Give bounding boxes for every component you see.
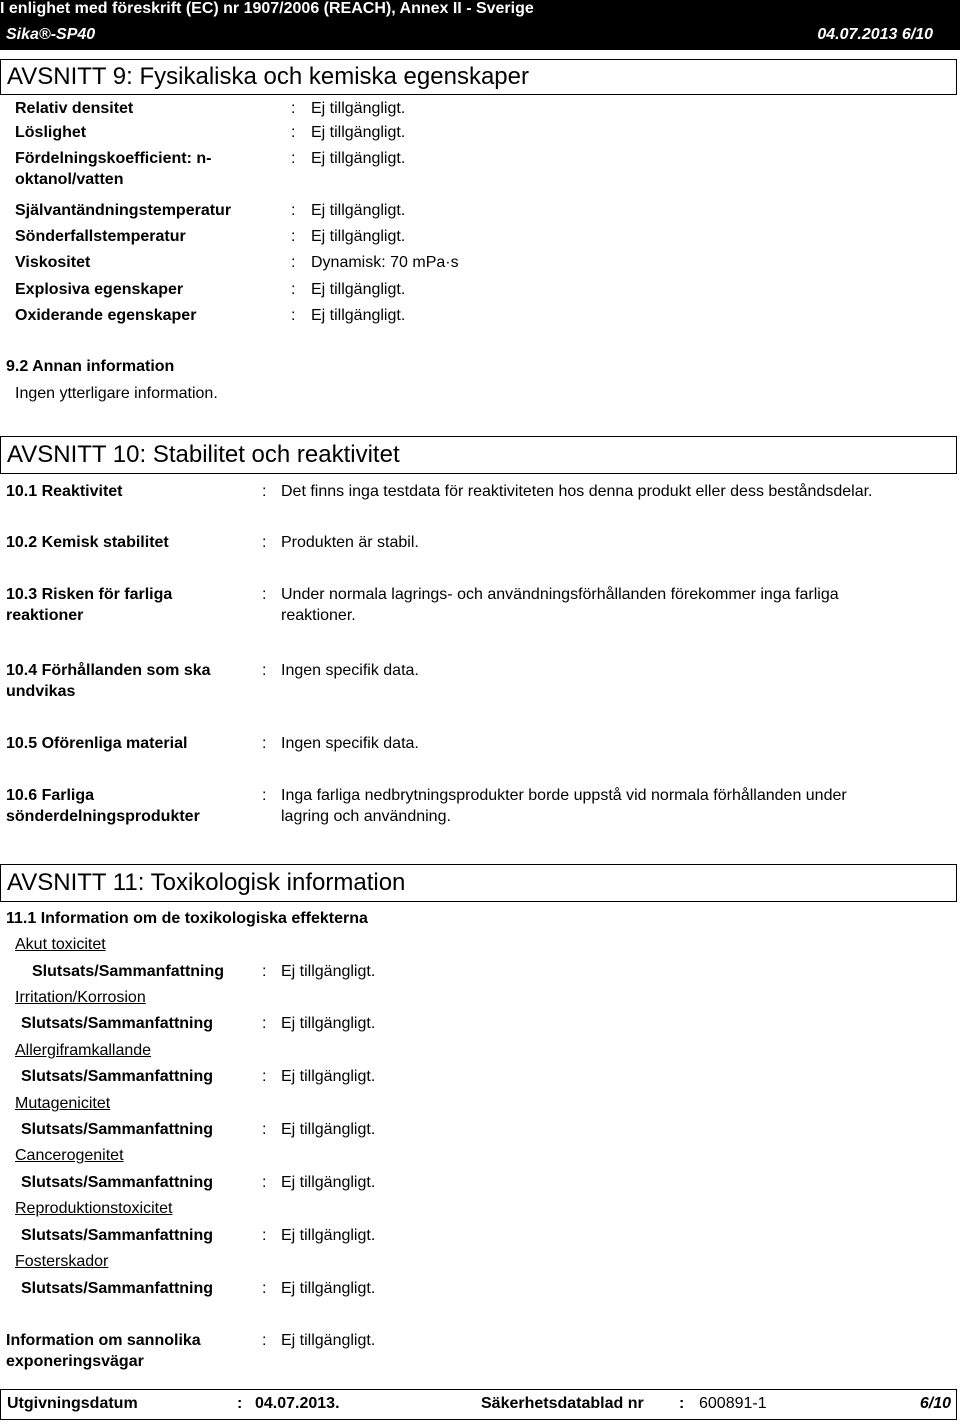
colon: : [262, 662, 267, 679]
colon: : [262, 534, 267, 551]
footer [0, 1389, 957, 1420]
colon: : [262, 483, 267, 500]
colon: : [262, 1332, 267, 1349]
section-11-title: AVSNITT 11: Toxikologisk information [7, 869, 406, 896]
colon: : [262, 1174, 267, 1191]
item-label: 10.5 Oförenliga material [6, 735, 188, 752]
tox-heading: Cancerogenitet [15, 1147, 124, 1164]
section-10-title: AVSNITT 10: Stabilitet och reaktivitet [7, 441, 400, 468]
summary-value: Ej tillgängligt. [281, 1280, 376, 1297]
colon: : [291, 307, 296, 324]
tox-heading: Akut toxicitet [15, 936, 106, 953]
item-value: Inga farliga nedbrytningsprodukter borde uppstå vid normala förhållanden under [281, 787, 847, 804]
colon: : [679, 1395, 685, 1412]
footer-page-number: 6/10 [919, 1395, 951, 1412]
colon: : [262, 586, 267, 603]
exposure-label: Information om sannolika [6, 1332, 201, 1349]
prop-value: Ej tillgängligt. [311, 150, 406, 167]
colon: : [262, 1068, 267, 1085]
prop-label: Relativ densitet [15, 100, 134, 117]
prop-label: Explosiva egenskaper [15, 281, 184, 298]
section-10-title-box [0, 436, 957, 474]
colon: : [262, 1015, 267, 1032]
subsection-heading: 9.2 Annan information [6, 358, 175, 375]
other-info-text: Ingen ytterligare information. [15, 385, 218, 402]
prop-label: Löslighet [15, 124, 87, 141]
item-label: 10.2 Kemisk stabilitet [6, 534, 169, 551]
issue-date-label: Utgivningsdatum [7, 1395, 138, 1412]
prop-label: Oxiderande egenskaper [15, 307, 197, 324]
summary-value: Ej tillgängligt. [281, 1121, 376, 1138]
colon: : [291, 100, 296, 117]
prop-value: Ej tillgängligt. [311, 228, 406, 245]
date-page: 04.07.2013 6/10 [817, 26, 933, 43]
subsection-heading: 11.1 Information om de toxikologiska effekterna [6, 910, 368, 927]
sds-number-value: 600891-1 [699, 1395, 767, 1412]
summary-label: Slutsats/Sammanfattning [21, 1227, 214, 1244]
item-label: 10.4 Förhållanden som ska [6, 662, 211, 679]
tox-heading: Reproduktionstoxicitet [15, 1200, 173, 1217]
sds-number-label: Säkerhetsdatablad nr [481, 1395, 644, 1412]
summary-label: Slutsats/Sammanfattning [21, 1174, 214, 1191]
prop-label: Sönderfallstemperatur [15, 228, 186, 245]
summary-value: Ej tillgängligt. [281, 963, 376, 980]
colon: : [291, 228, 296, 245]
colon: : [262, 787, 267, 804]
prop-label: Självantändningstemperatur [15, 202, 232, 219]
summary-value: Ej tillgängligt. [281, 1068, 376, 1085]
product-name: Sika®-SP40 [6, 26, 96, 43]
item-value-cont: lagring och användning. [281, 808, 451, 825]
colon: : [262, 735, 267, 752]
item-value-cont: reaktioner. [281, 607, 356, 624]
item-label: 10.3 Risken för farliga [6, 586, 173, 603]
summary-value: Ej tillgängligt. [281, 1174, 376, 1191]
summary-label: Slutsats/Sammanfattning [21, 1068, 214, 1085]
summary-label: Slutsats/Sammanfattning [32, 963, 225, 980]
summary-value: Ej tillgängligt. [281, 1015, 376, 1032]
tox-heading: Allergiframkallande [15, 1042, 152, 1059]
colon: : [291, 124, 296, 141]
item-value: Ingen specifik data. [281, 735, 419, 752]
colon: : [291, 281, 296, 298]
item-label-cont: reaktioner [6, 607, 84, 624]
prop-value: Ej tillgängligt. [311, 124, 406, 141]
tox-heading: Fosterskador [15, 1253, 109, 1270]
item-label: 10.1 Reaktivitet [6, 483, 123, 500]
colon: : [291, 150, 296, 167]
item-value: Under normala lagrings- och användningsförhållanden förekommer inga farliga [281, 586, 839, 603]
item-label-cont: undvikas [6, 683, 76, 700]
regulation-title: I enlighet med föreskrift (EC) nr 1907/2006 (REACH), Annex II - Sverige [0, 0, 534, 17]
colon: : [262, 1280, 267, 1297]
item-label: 10.6 Farliga [6, 787, 95, 804]
colon: : [291, 254, 296, 271]
item-value: Produkten är stabil. [281, 534, 419, 551]
issue-date-value: 04.07.2013. [255, 1395, 340, 1412]
prop-label-cont: oktanol/vatten [15, 171, 124, 188]
prop-value: Ej tillgängligt. [311, 281, 406, 298]
prop-label: Fördelningskoefficient: n- [15, 150, 212, 167]
prop-value: Dynamisk: 70 mPa·s [311, 254, 459, 271]
item-label-cont: sönderdelningsprodukter [6, 808, 200, 825]
prop-value: Ej tillgängligt. [311, 100, 406, 117]
summary-value: Ej tillgängligt. [281, 1227, 376, 1244]
prop-value: Ej tillgängligt. [311, 307, 406, 324]
section-9-title: AVSNITT 9: Fysikaliska och kemiska egenskaper [7, 63, 529, 90]
colon: : [262, 1121, 267, 1138]
item-value: Det finns inga testdata för reaktiviteten hos denna produkt eller dess beståndsdelar. [281, 483, 873, 500]
section-11-title-box [0, 864, 957, 902]
colon: : [262, 963, 267, 980]
prop-label: Viskositet [15, 254, 91, 271]
tox-heading: Mutagenicitet [15, 1095, 111, 1112]
exposure-label-cont: exponeringsvägar [6, 1353, 144, 1370]
colon: : [262, 1227, 267, 1244]
exposure-value: Ej tillgängligt. [281, 1332, 376, 1349]
summary-label: Slutsats/Sammanfattning [21, 1015, 214, 1032]
header-band [0, 0, 960, 50]
item-value: Ingen specifik data. [281, 662, 419, 679]
prop-value: Ej tillgängligt. [311, 202, 406, 219]
tox-heading: Irritation/Korrosion [15, 989, 146, 1006]
colon: : [237, 1395, 243, 1412]
section-9-title-box [0, 59, 957, 95]
summary-label: Slutsats/Sammanfattning [21, 1280, 214, 1297]
colon: : [291, 202, 296, 219]
summary-label: Slutsats/Sammanfattning [21, 1121, 214, 1138]
